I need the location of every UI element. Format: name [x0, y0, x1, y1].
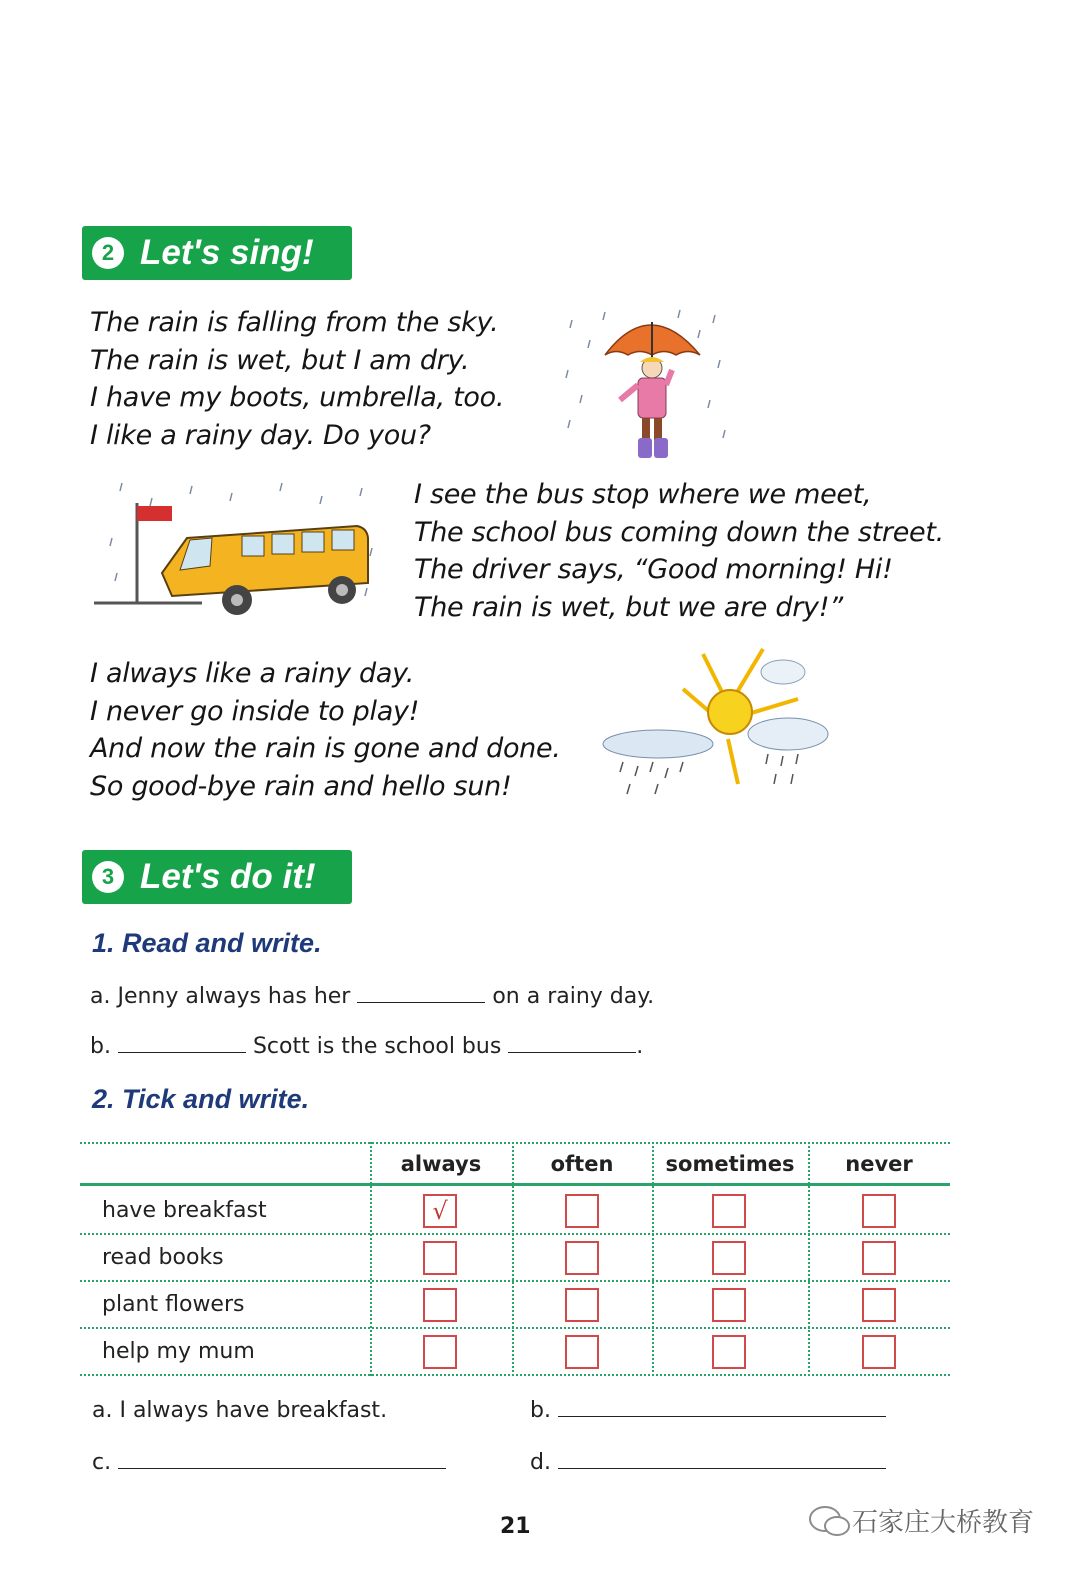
answer-b — [530, 1398, 886, 1423]
checkbox-often[interactable] — [565, 1288, 599, 1322]
verse-line: The rain is wet, but I am dry. — [90, 344, 470, 376]
answer-blank[interactable] — [357, 1002, 485, 1003]
answer-c-label: c. — [92, 1450, 112, 1475]
exercise-b-prefix: b. — [90, 1034, 111, 1059]
answer-d-label: d. — [530, 1450, 551, 1475]
row-label: have breakfast — [102, 1198, 267, 1223]
answer-blank[interactable] — [558, 1468, 886, 1469]
task1-heading: 1. Read and write. — [92, 928, 322, 958]
page-number: 21 — [500, 1514, 531, 1539]
row-label: plant flowers — [102, 1292, 245, 1317]
task2-heading: 2. Tick and write. — [92, 1084, 310, 1114]
answer-a: a. I always have breakfast. — [92, 1398, 388, 1423]
checkbox-sometimes[interactable] — [712, 1288, 746, 1322]
row-label: read books — [102, 1245, 224, 1270]
exercise-a-prefix: a. Jenny always has her — [90, 984, 351, 1009]
verse-line: The driver says, “Good morning! Hi! — [414, 554, 893, 585]
exercise-b — [90, 1034, 643, 1059]
answer-blank[interactable] — [118, 1052, 246, 1053]
verse-line: The rain is wet, but we are dry!” — [414, 591, 843, 623]
exercise-b-middle: Scott is the school bus — [252, 1034, 502, 1059]
section-badge-lets-do-it — [82, 850, 352, 904]
wechat-icon — [808, 1504, 852, 1538]
exercise-a — [90, 984, 654, 1009]
school-bus-illustration — [92, 478, 382, 623]
verse-line: I never go inside to play! — [90, 695, 420, 727]
section-title: Let's sing! — [140, 233, 314, 272]
checkbox-often[interactable] — [565, 1241, 599, 1275]
row-label: help my mum — [102, 1339, 255, 1364]
verse-line: So good-bye rain and hello sun! — [90, 770, 512, 802]
table-row — [80, 1188, 950, 1235]
checkbox-always[interactable]: √ — [423, 1194, 457, 1228]
exercise-b-suffix: . — [636, 1034, 644, 1059]
checkbox-sometimes[interactable] — [712, 1241, 746, 1275]
section-badge-lets-sing — [82, 226, 352, 280]
song-verse-2 — [414, 476, 944, 626]
checkbox-sometimes[interactable] — [712, 1335, 746, 1369]
watermark-text: 石家庄大桥教育 — [852, 1508, 1035, 1538]
checkbox-never[interactable] — [862, 1335, 896, 1369]
table-row — [80, 1235, 950, 1282]
column-header-never: never — [845, 1152, 913, 1176]
answer-blank[interactable] — [508, 1052, 636, 1053]
answer-d — [530, 1450, 886, 1475]
watermark — [808, 1502, 1034, 1539]
checkbox-always[interactable] — [423, 1241, 457, 1275]
checkbox-never[interactable] — [862, 1241, 896, 1275]
column-header-often: often — [550, 1152, 614, 1176]
checkbox-often[interactable] — [565, 1335, 599, 1369]
answer-blank[interactable] — [118, 1468, 446, 1469]
verse-line: And now the rain is gone and done. — [90, 733, 561, 764]
song-verse-3 — [90, 655, 561, 805]
verse-line: The rain is falling from the sky. — [90, 307, 499, 338]
answer-blank[interactable] — [558, 1416, 886, 1417]
table-row — [80, 1329, 950, 1376]
section-number: 2 — [92, 237, 124, 269]
checkbox-never[interactable] — [862, 1288, 896, 1322]
table-row — [80, 1282, 950, 1329]
exercise-a-suffix: on a rainy day. — [492, 984, 655, 1009]
verse-line: The school bus coming down the street. — [414, 516, 944, 548]
column-header-sometimes: sometimes — [665, 1152, 795, 1176]
section-title: Let's do it! — [140, 857, 316, 896]
checkbox-always[interactable] — [423, 1335, 457, 1369]
table-header-row — [80, 1142, 950, 1186]
answer-b-label: b. — [530, 1398, 551, 1423]
checkbox-always[interactable] — [423, 1288, 457, 1322]
answer-c — [92, 1450, 446, 1475]
song-verse-1 — [90, 304, 504, 454]
verse-line: I always like a rainy day. — [90, 658, 414, 689]
section-number: 3 — [92, 861, 124, 893]
verse-line: I see the bus stop where we meet, — [414, 479, 872, 510]
verse-line: I have my boots, umbrella, too. — [90, 382, 505, 413]
girl-umbrella-illustration — [560, 300, 740, 475]
verse-line: I like a rainy day. Do you? — [90, 419, 431, 451]
sun-clouds-illustration — [598, 644, 833, 804]
column-header-always: always — [400, 1152, 482, 1176]
checkbox-sometimes[interactable] — [712, 1194, 746, 1228]
checkbox-often[interactable] — [565, 1194, 599, 1228]
checkbox-never[interactable] — [862, 1194, 896, 1228]
